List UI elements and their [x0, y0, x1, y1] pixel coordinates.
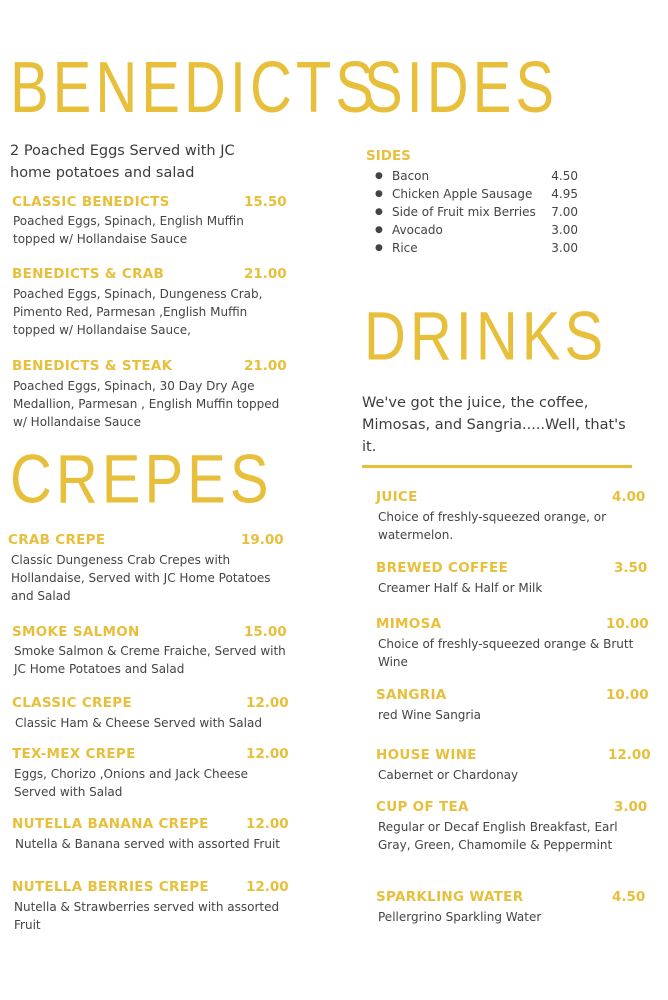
menu-item-price: 4.00 — [612, 489, 646, 505]
menu-item-name: SPARKLING WATER — [376, 889, 524, 905]
bullet-icon: ● — [375, 207, 383, 217]
menu-item-price: 21.00 — [244, 266, 287, 282]
menu-item-description: Cabernet or Chardonay — [378, 768, 519, 782]
menu-item-price: 15.00 — [244, 624, 287, 640]
menu-item-price: 10.00 — [606, 616, 649, 632]
bullet-icon: ● — [375, 225, 383, 235]
menu-item-price: 12.00 — [246, 746, 289, 762]
sides-heading: SIDES — [364, 47, 559, 129]
sides-subheading: SIDES — [366, 148, 411, 164]
menu-item-name: BENEDICTS & CRAB — [12, 266, 165, 282]
menu-item-description: Poached Eggs, Spinach, English Muffin topped w/ Hollandaise Sauce — [13, 214, 244, 246]
menu-item-description: red Wine Sangria — [378, 708, 482, 722]
menu-item-price: 3.00 — [614, 799, 648, 815]
menu-item-price: 12.00 — [608, 747, 651, 763]
menu-item-description: Nutella & Strawberries served with assorted Fruit — [14, 900, 280, 932]
benedicts-heading: BENEDICTS — [10, 47, 378, 129]
menu-item-description: Choice of freshly-squeezed orange & Brutt Wine — [378, 637, 634, 669]
menu-item-name: CRAB CREPE — [8, 532, 106, 548]
menu-item-description: Poached Eggs, Spinach, 30 Day Dry Age Medallion, Parmesan , English Muffin topped w/ Hollandaise Sauce — [13, 379, 280, 429]
menu-item-description: Eggs, Chorizo ,Onions and Jack Cheese Served with Salad — [14, 767, 248, 799]
bullet-icon: ● — [375, 189, 383, 199]
list-item: ● Avocado 3.00 — [375, 223, 578, 237]
menu-item-name: HOUSE WINE — [376, 747, 477, 763]
drinks-heading: DRINKS — [364, 298, 608, 375]
menu-item-name: SMOKE SALMON — [12, 624, 140, 640]
divider — [362, 465, 632, 468]
bullet-icon: ● — [375, 171, 383, 181]
menu-item-price: 19.00 — [241, 532, 284, 548]
menu-item-name: CUP OF TEA — [376, 799, 469, 815]
menu-item-name: SANGRIA — [376, 687, 447, 703]
menu-item-description: Pellergrino Sparkling Water — [378, 910, 542, 924]
list-item: ● Bacon 4.50 — [375, 169, 578, 183]
menu-item-description: Smoke Salmon & Creme Fraiche, Served with JC Home Potatoes and Salad — [14, 644, 286, 676]
menu-item-price: 10.00 — [606, 687, 649, 703]
menu-item-price: 12.00 — [246, 695, 289, 711]
menu-item-name: CLASSIC CREPE — [12, 695, 132, 711]
menu-item-name: NUTELLA BERRIES CREPE — [12, 879, 209, 895]
drinks-intro: We've got the juice, the coffee, Mimosas, and Sangria.....Well, that's it. — [362, 395, 626, 455]
menu-item-description: Poached Eggs, Spinach, Dungeness Crab, Pimento Red, Parmesan ,English Muffin topped w/ Hollandaise Sauce, — [13, 287, 263, 337]
sides-list — [368, 167, 578, 257]
menu-item-price: 3.50 — [614, 560, 648, 576]
crepes-heading: CREPES — [10, 441, 273, 518]
menu-item-name: MIMOSA — [376, 616, 442, 632]
menu-item-name: JUICE — [376, 489, 418, 505]
menu-item-name: TEX-MEX CREPE — [12, 746, 136, 762]
menu-item-description: Creamer Half & Half or Milk — [378, 581, 543, 595]
menu-item-description: Regular or Decaf English Breakfast, Earl Gray, Green, Chamomile & Peppermint — [378, 820, 618, 852]
menu-item-price: 12.00 — [246, 879, 289, 895]
menu-item-description: Nutella & Banana served with assorted Fruit — [15, 837, 281, 851]
menu-item-price: 21.00 — [244, 358, 287, 374]
menu-item-price: 12.00 — [246, 816, 289, 832]
benedicts-intro: 2 Poached Eggs Served with JC home potatoes and salad — [10, 143, 235, 181]
menu-item-description: Classic Dungeness Crab Crepes with Hollandaise, Served with JC Home Potatoes and Salad — [11, 553, 271, 603]
menu-item-name: NUTELLA BANANA CREPE — [12, 816, 209, 832]
menu-item-name: BREWED COFFEE — [376, 560, 509, 576]
menu-item-name: CLASSIC BENEDICTS — [12, 194, 170, 210]
list-item: ● Rice 3.00 — [375, 241, 578, 255]
menu-item-description: Classic Ham & Cheese Served with Salad — [15, 716, 262, 730]
menu-item-price: 4.50 — [612, 889, 646, 905]
list-item: ● Chicken Apple Sausage 4.95 — [375, 187, 578, 201]
bullet-icon: ● — [375, 243, 383, 253]
menu-item-name: BENEDICTS & STEAK — [12, 358, 173, 374]
menu-item-price: 15.50 — [244, 194, 287, 210]
menu-item-description: Choice of freshly-squeezed orange, or watermelon. — [378, 510, 607, 542]
list-item: ● Side of Fruit mix Berries 7.00 — [375, 205, 578, 219]
